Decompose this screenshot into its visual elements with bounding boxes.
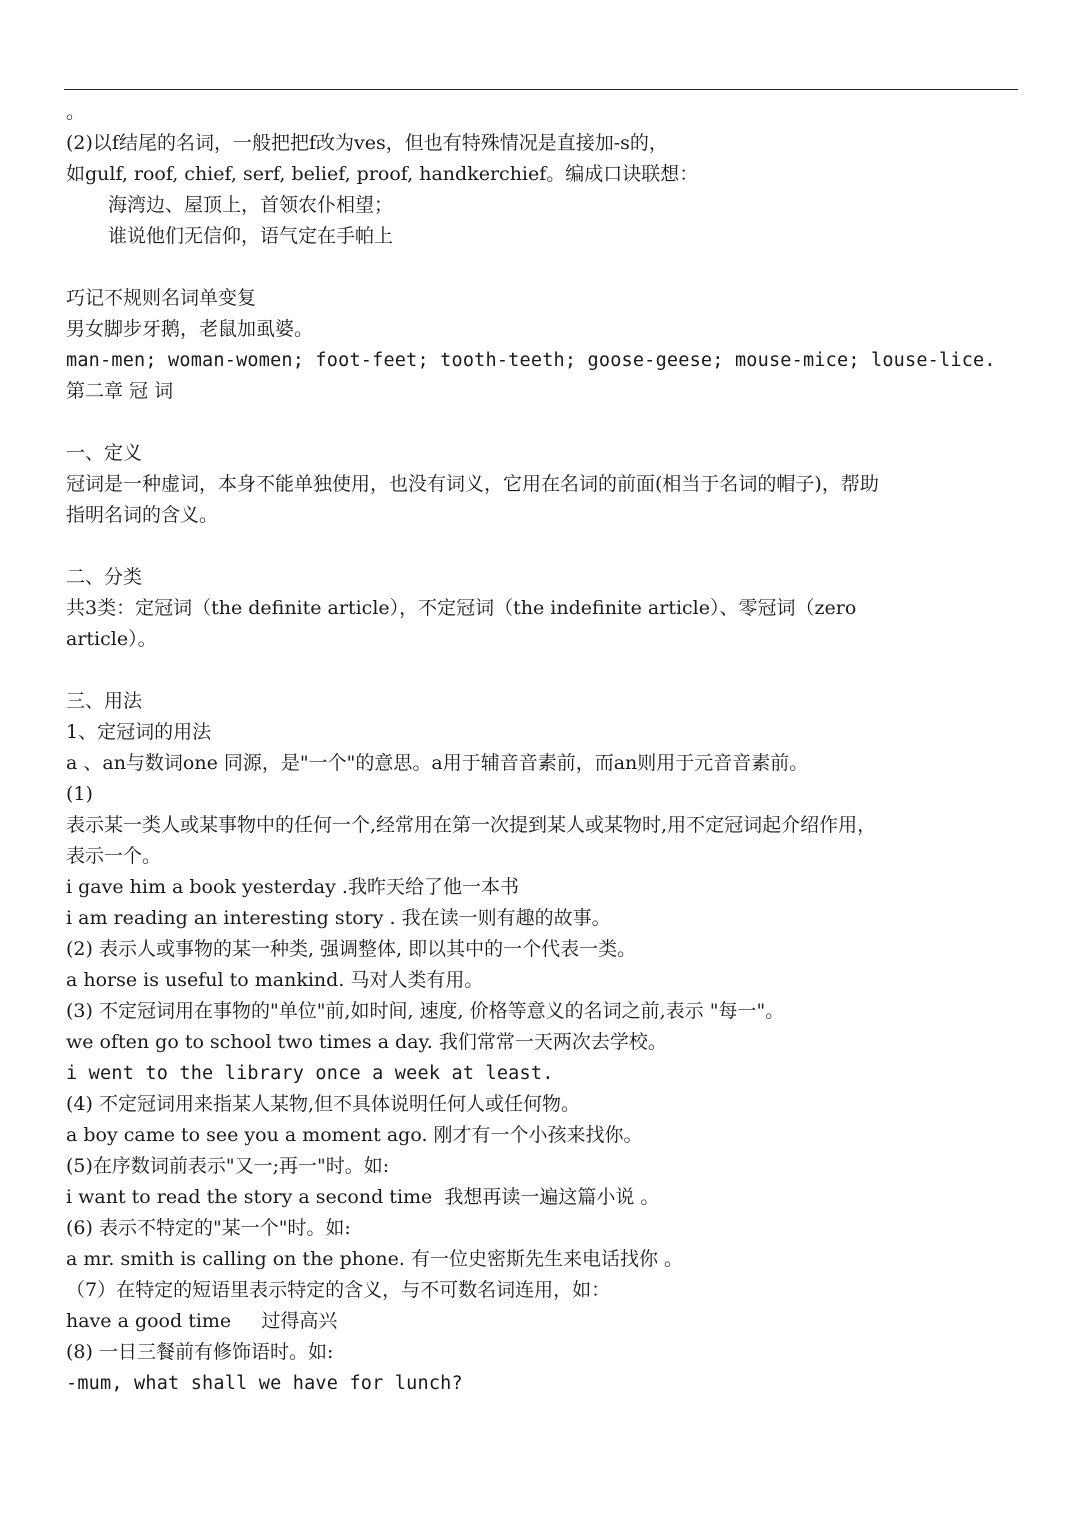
blank-line — [66, 407, 1016, 438]
blank-line — [66, 655, 1016, 686]
text-line: 谁说他们无信仰，语气定在手帕上 — [108, 225, 394, 247]
text-line: man-men; woman-women; foot-feet; tooth-teeth; goose-geese; mouse-mice; louse-lice. — [66, 350, 996, 371]
text-line: a mr. smith is calling on the phone. 有一位史密斯先生来电话找你 。 — [66, 1248, 684, 1270]
header-rule — [64, 89, 1018, 90]
text-line: 表示某一类人或某事物中的任何一个,经常用在第一次提到某人或某物时,用不定冠词起介绍作用， — [66, 814, 877, 836]
text-line: article）。 — [66, 628, 157, 650]
blank-line — [66, 252, 1016, 283]
text-line: (6) 表示不特定的"某一个"时。如: — [66, 1217, 351, 1239]
text-line: -mum, what shall we have for lunch? — [66, 1373, 463, 1394]
text-line: 共3类：定冠词（the definite article），不定冠词（the indefinite article）、零冠词（zero — [66, 597, 857, 619]
text-line: 一、定义 — [66, 442, 143, 464]
text-line: 男女脚步牙鹅，老鼠加虱婆。 — [66, 318, 314, 340]
text-line: i want to read the story a second time 我想再读一遍这篇小说 。 — [66, 1186, 660, 1208]
text-line: 指明名词的含义。 — [66, 504, 219, 526]
text-line: 第二章 冠 词 — [66, 380, 174, 402]
text-line: a horse is useful to mankind. 马对人类有用。 — [66, 969, 484, 991]
text-line: 。 — [66, 101, 86, 123]
text-line: 1、定冠词的用法 — [66, 721, 212, 743]
text-line: (8) 一日三餐前有修饰语时。如: — [66, 1341, 334, 1363]
text-line: i gave him a book yesterday .我昨天给了他一本书 — [66, 876, 519, 898]
text-line: a boy came to see you a moment ago. 刚才有一个小孩来找你。 — [66, 1124, 643, 1146]
text-line: (2)以f结尾的名词，一般把把f改为ves，但也有特殊情况是直接加-s的， — [66, 132, 668, 154]
text-line: 冠词是一种虚词，本身不能单独使用，也没有词义，它用在名词的前面(相当于名词的帽子)，帮助 — [66, 473, 879, 495]
text-line: 表示一个。 — [66, 845, 162, 867]
text-line: 三、用法 — [66, 690, 143, 712]
text-line: (4) 不定冠词用来指某人某物,但不具体说明任何人或任何物。 — [66, 1093, 580, 1115]
document-body — [66, 97, 1016, 1399]
text-line: (5)在序数词前表示"又一;再一"时。如: — [66, 1155, 390, 1177]
text-line: i went to the library once a week at least. — [66, 1063, 554, 1084]
text-line: (3) 不定冠词用在事物的"单位"前,如时间, 速度, 价格等意义的名词之前,表示 "每一"。 — [66, 1000, 785, 1022]
blank-line — [66, 531, 1016, 562]
text-line: (2) 表示人或事物的某一种类, 强调整体, 即以其中的一个代表一类。 — [66, 938, 637, 960]
text-line: 二、分类 — [66, 566, 143, 588]
text-line: have a good time 过得高兴 — [66, 1310, 338, 1332]
text-line: 巧记不规则名词单变复 — [66, 287, 257, 309]
text-line: a 、an与数词one 同源，是"一个"的意思。a用于辅音音素前，而an则用于元音音素前。 — [66, 752, 809, 774]
text-line: we often go to school two times a day. 我们常常一天两次去学校。 — [66, 1031, 667, 1053]
text-line: (1) — [66, 783, 93, 805]
text-line: i am reading an interesting story . 我在读一则有趣的故事。 — [66, 907, 611, 929]
text-line: 如gulf, roof, chief, serf, belief, proof, handkerchief。编成口诀联想： — [66, 163, 699, 185]
text-line: 海湾边、屋顶上，首领农仆相望； — [108, 194, 394, 216]
text-line: （7）在特定的短语里表示特定的含义，与不可数名词连用，如： — [66, 1279, 611, 1301]
